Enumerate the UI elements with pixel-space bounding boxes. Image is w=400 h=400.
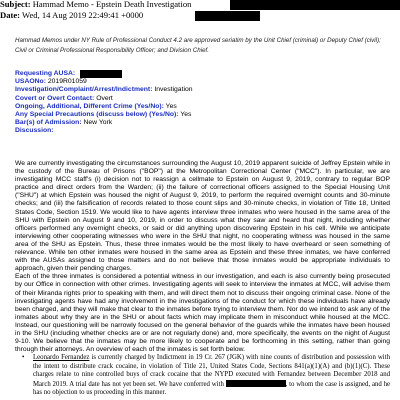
- discussion-paragraph-2: Each of the three inmates is considered a potential witness in our investigation, and each is also currently being prosecuted by our Office in connection with other crimes. Investigating agents will seek to interview the inmates at MCC, will advise them of their Miranda rights prior to speaking with them, and will direct them not to discuss their ongoing criminal case. None of the investigating agents have had any involvement in the investigations of the conduct for which these individuals have already been charged, and they will make that clear to the inmates before trying to interview them. Nor do we intend to ask any of the inmates about why they are in the SHU or about facts which may implicate them in misconduct while housed at the MCC. Instead, our questioning will be narrowly focused on the general behavior of the guards while the inmates have been housed in the SHU (including whether checks are or are not regularly done) and, more specifically, the events on the night of August 9-10. We believe that the inmates may be more likely to cooperate and be forthcoming in this setting, rather than going through their attorneys. An overview of each of the inmates is set forth below.: [15, 273, 390, 354]
- field-requesting-ausa: [15, 70, 390, 78]
- memo-fields: [15, 70, 390, 136]
- field-contact-type: [15, 95, 390, 103]
- field-value: New York: [83, 119, 113, 127]
- subject-label: Subject:: [0, 0, 31, 9]
- field-label: Covert or Overt Contact:: [15, 94, 95, 102]
- field-investigation-type: [15, 86, 390, 94]
- field-label: Any Special Precautions (discuss below) (Yes/No):: [15, 111, 179, 119]
- field-value: 2019R01059: [47, 78, 87, 86]
- note-text: Hammad Memos under NY Rule of Professional Conduct 4.2 are approved seriatim by the Unit Chief (criminal) or Deputy Chief (civil); Civil or Criminal Professional Responsibility Officer; and Division Chief.: [15, 37, 381, 54]
- field-value: Overt: [96, 94, 113, 102]
- field-special-precautions: [15, 111, 390, 119]
- field-label: USAONo:: [15, 78, 46, 86]
- field-ongoing-crime: [15, 103, 390, 111]
- discussion-body: [15, 160, 390, 354]
- ausa-redaction: [80, 70, 122, 78]
- field-value: Yes: [165, 102, 177, 110]
- date-label: Date:: [0, 10, 21, 20]
- field-label: Bar(s) of Admission:: [15, 119, 82, 127]
- list-item: [15, 354, 390, 398]
- field-bar-admission: [15, 119, 390, 127]
- field-value: Investigation: [154, 86, 193, 94]
- inmate-text-a: is currently charged by Indictment in 19 Cr. 267 (JGK) with nine counts of distribution and possession with the intent to distribute crack cocaine, in violation of Title 21, United States Code, Sections 841(a)(1)(A) and (b)(1)(C). These charges relate to nine controlled buys of crack cocaine that the NYPD executed with Fernandez between December 2018 and March 2019. A trial date has not yet been set. We have conferred with: [33, 354, 390, 388]
- discussion-paragraph-1: We are currently investigating the circumstances surrounding the August 10, 2019 apparent suicide of Jeffrey Epstein while in the custody of the Bureau of Prisons ("BOP") at the Metropolitan Correctional Center ("MCC"). In particular, we are investigating MCC staff's (i) decision not to reassign a cellmate to Epstein on August 9, 2019, contrary to regular BOP practice and direct orders from the Warden; (ii) the failure of correctional officers assigned to the Special Housing Unit ("SHU") at which Epstein was housed the night of August 9, 2019, to perform the required overnight counts and 30-minute checks; and (iii) the falsification of records related to those count slips and 30-minute checks, in violation of Title 18, United States Code, Section 1519. We would like to have agents interview three inmates who were housed in the same area of the SHU with Epstein on August 9 and 10, 2019, in order to discuss what they saw and heard that night, including whether officers performed any overnight checks, or said or did anything upon discovering Epstein in his cell. While we anticipate interviewing other cooperating witnesses who were in the SHU that night, no cooperating witness was housed in the same area of the SHU as Epstein. Thus, these three inmates would be the most likely to have overheard or seen something of relevance. While ten other inmates were housed in the same area as Epstein and these three inmates, we have conferred with the AUSAs assigned to those matters and do not believe that those inmates would be appropriate individuals to approach, given their pending charges.: [15, 160, 390, 273]
- field-label: Investigation/Complaint/Arrest/Indictment:: [15, 86, 153, 94]
- date-text: Wed, 14 Aug 2019 22:49:41 +0000: [22, 10, 144, 20]
- field-label: Ongoing, Additional, Different Crime (Yes/No):: [15, 102, 164, 110]
- field-value: Yes: [180, 111, 192, 119]
- hammad-memo-note: [15, 36, 390, 56]
- date-redaction: [195, 11, 260, 21]
- inline-redaction: [226, 380, 286, 387]
- inmate-list: [15, 354, 390, 398]
- inmate-name: Leonardo Fernandez: [33, 354, 90, 361]
- field-discussion: [15, 127, 390, 135]
- subject-text: Hammad Memo - Epstein Death Investigation: [32, 0, 192, 9]
- subject-redaction: [230, 0, 400, 10]
- field-label: Requesting AUSA:: [15, 70, 76, 77]
- inmate-text-b: , to whom the case is assigned, and he has no objection to us proceeding in this manner.: [33, 380, 390, 396]
- bullet-icon: •: [22, 354, 25, 361]
- field-label: Discussion:: [15, 127, 54, 135]
- field-usao-no: [15, 78, 390, 86]
